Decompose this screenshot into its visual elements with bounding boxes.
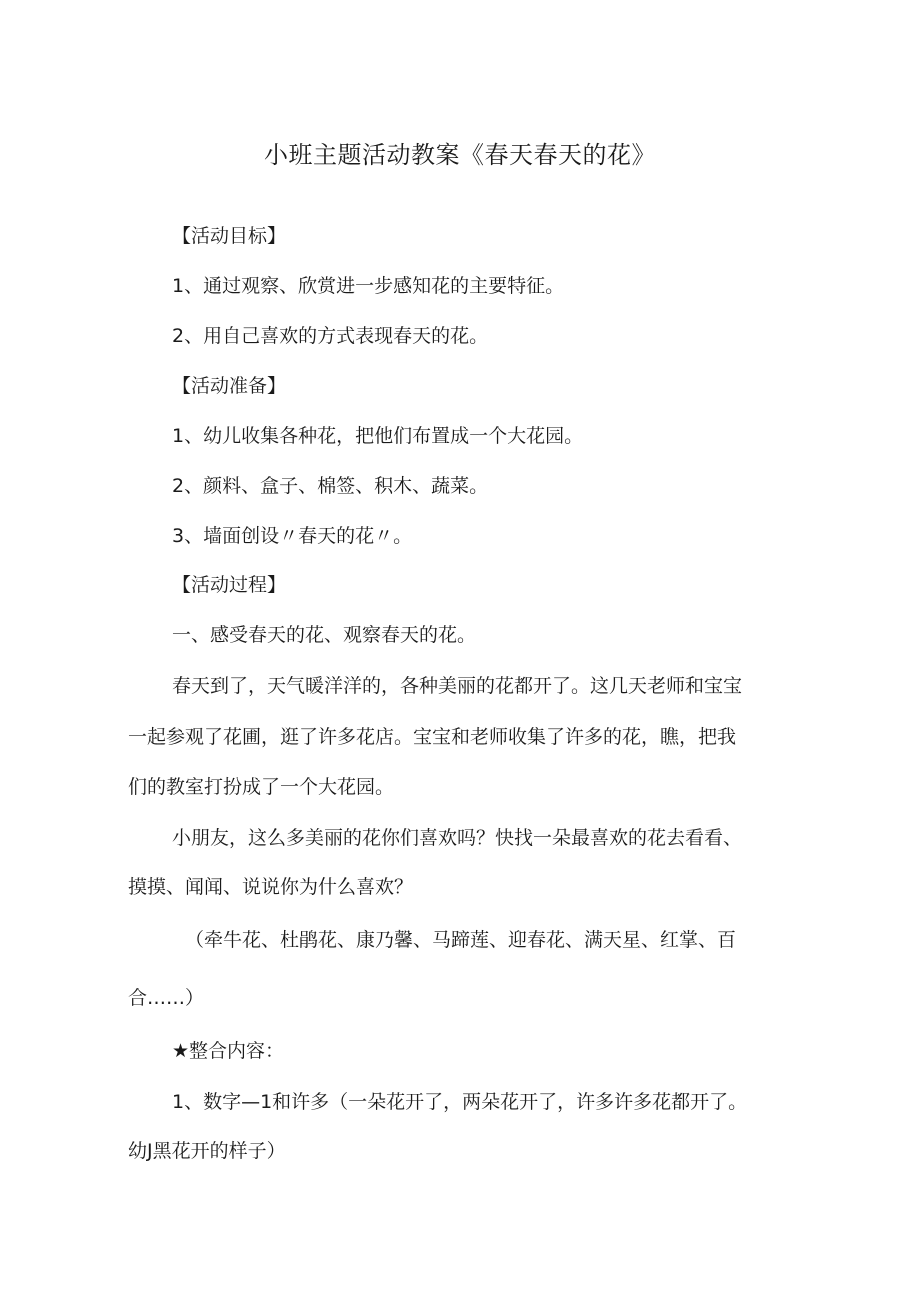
integrate-item-line-2: 幼J黑花开的样子）: [128, 1140, 286, 1162]
preparation-item-2: 2、颜料、盒子、棉签、积木、蔬菜。: [172, 475, 489, 497]
document-title: 小班主题活动教案《春天春天的花》: [264, 141, 656, 169]
process-step-1: 一、感受春天的花、观察春天的花。: [172, 624, 477, 646]
paragraph-2-line-2: 摸摸、闻闻、说说你为什么喜欢？: [128, 876, 414, 898]
process-heading: 【活动过程】: [172, 574, 287, 596]
goal-item-2: 2、用自己喜欢的方式表现春天的花。: [172, 325, 489, 347]
integrate-item-line-1: 1、数字—1和许多（一朵花开了，两朵花开了，许多许多花都开了。: [172, 1091, 748, 1113]
flower-list-line-1: （牵牛花、杜鹃花、康乃馨、马蹄莲、迎春花、满天星、红掌、百: [185, 929, 737, 951]
paragraph-1-line-2: 一起参观了花圃，逛了许多花店。宝宝和老师收集了许多的花，瞧，把我: [128, 726, 737, 748]
integrate-heading: ★整合内容：: [172, 1040, 285, 1062]
goals-heading: 【活动目标】: [172, 225, 287, 247]
goal-item-1: 1、通过观察、欣赏进一步感知花的主要特征。: [172, 275, 565, 297]
preparation-heading: 【活动准备】: [172, 375, 287, 397]
flower-list-line-2: 合……）: [128, 987, 205, 1009]
paragraph-2-line-1: 小朋友，这么多美丽的花你们喜欢吗？快找一朵最喜欢的花去看看、: [172, 827, 743, 849]
preparation-item-1: 1、幼儿收集各种花，把他们布置成一个大花园。: [172, 425, 584, 447]
paragraph-1-line-3: 们的教室打扮成了一个大花园。: [128, 776, 395, 798]
paragraph-1-line-1: 春天到了，天气暖洋洋的，各种美丽的花都开了。这几天老师和宝宝: [172, 675, 743, 697]
preparation-item-3: 3、墙面创设〃春天的花〃。: [172, 525, 413, 547]
